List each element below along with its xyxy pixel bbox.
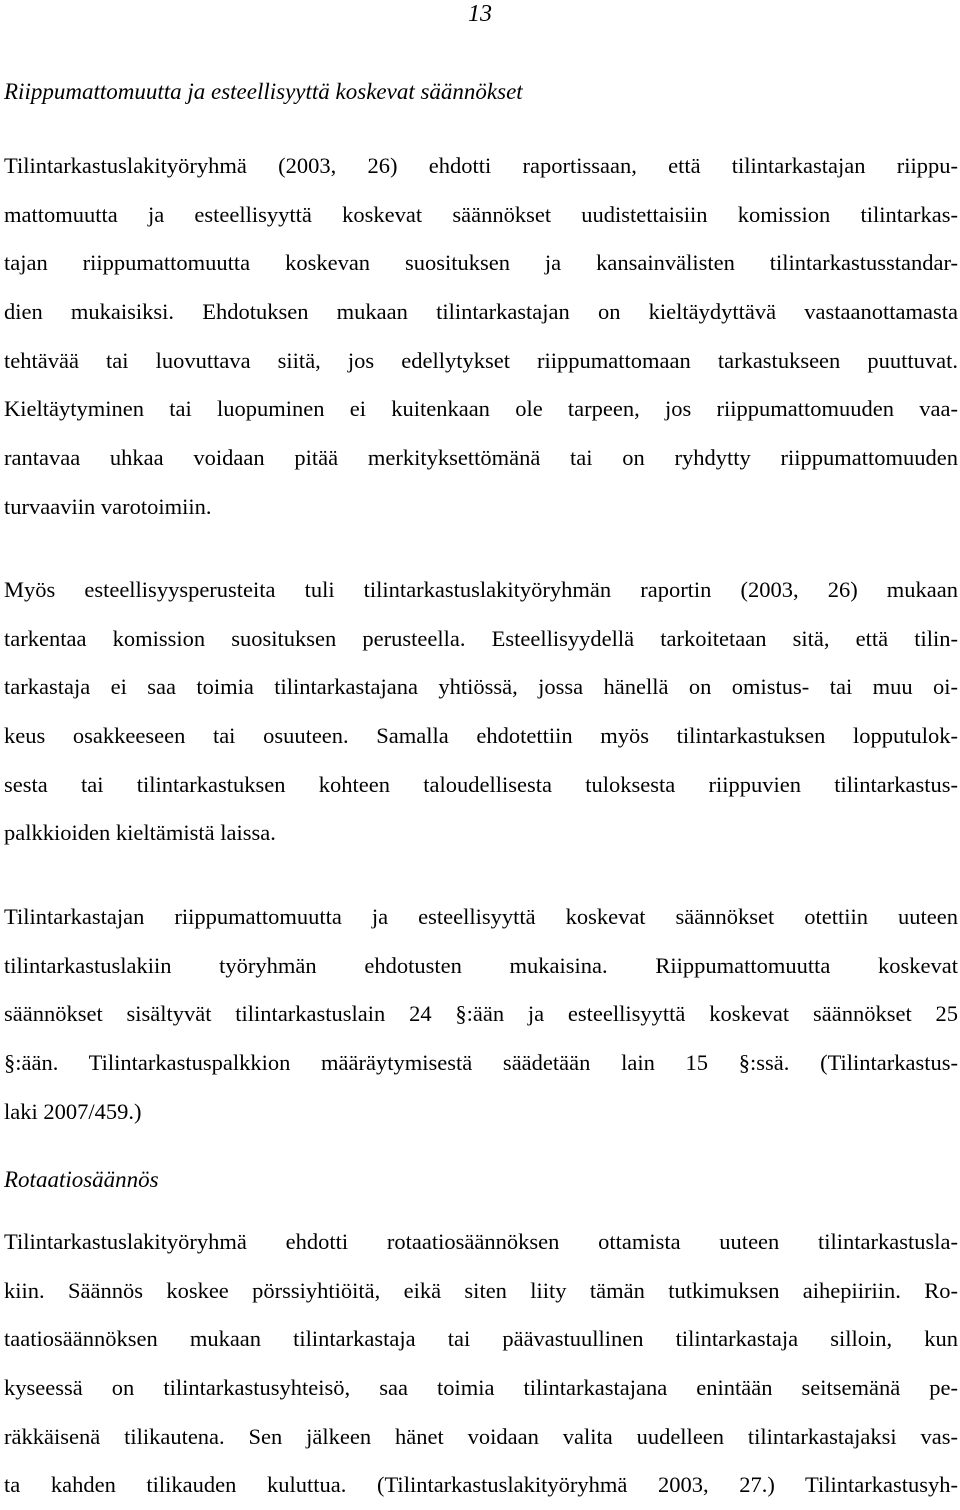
text-line: säännökset sisältyvät tilintarkastuslain 24 §:ään ja esteellisyyttä koskevat säännökset 25 (4, 1001, 958, 1027)
page-number: 13 (468, 1, 492, 27)
section-heading-rotation: Rotaatiosäännös (4, 1167, 159, 1192)
text-line: tajan riippumattomuutta koskevan suosituksen ja kansainvälisten tilintarkastusstandar- (4, 250, 958, 276)
text-line: tarkastaja ei saa toimia tilintarkastajana yhtiössä, jossa hänellä on omistus- tai muu oi- (4, 674, 958, 700)
text-line: palkkioiden kieltämistä laissa. (4, 820, 276, 846)
text-line: mattomuutta ja esteellisyyttä koskevat säännökset uudistettaisiin komission tilintarkas- (4, 201, 958, 227)
text-line: laki 2007/459.) (4, 1098, 142, 1124)
text-line: keus osakkeeseen tai osuuteen. Samalla ehdotettiin myös tilintarkastuksen lopputulok- (4, 723, 958, 749)
text-line: kiin. Säännös koskee pörssiyhtiöitä, eikä siten liity tämän tutkimuksen aihepiiriin. Ro- (4, 1277, 958, 1303)
text-line: §:ään. Tilintarkastuspalkkion määräytymisestä säädetään lain 15 §:ssä. (Tilintarkastus- (4, 1050, 958, 1076)
text-line: tarkentaa komission suosituksen perusteella. Esteellisyydellä tarkoitetaan sitä, että tilin- (4, 625, 958, 651)
text-line: räkkäisenä tilikautena. Sen jälkeen hänet voidaan valita uudelleen tilintarkastajaksi vas- (4, 1423, 958, 1449)
text-line: turvaaviin varotoimiin. (4, 493, 212, 519)
paragraph (4, 566, 958, 858)
text-line: Tilintarkastuslakityöryhmä ehdotti rotaatiosäännöksen ottamista uuteen tilintarkastusla- (4, 1229, 958, 1254)
text-line: Kieltäytyminen tai luopuminen ei kuitenkaan ole tarpeen, jos riippumattomuuden vaa- (4, 396, 958, 422)
text-line: Myös esteellisyysperusteita tuli tilintarkastuslakityöryhmän raportin (2003, 26) mukaan (4, 577, 958, 602)
text-line: ta kahden tilikauden kuluttua. (Tilintarkastuslakityöryhmä 2003, 27.) Tilintarkastusyh- (4, 1472, 958, 1498)
text-line: sesta tai tilintarkastuksen kohteen taloudellisesta tuloksesta riippuvien tilintarkastus- (4, 771, 958, 797)
text-line: taatiosäännöksen mukaan tilintarkastaja tai päävastuullinen tilintarkastaja silloin, kun (4, 1326, 958, 1352)
text-line: tehtävää tai luovuttava siitä, jos edellytykset riippumattomaan tarkastukseen puuttuvat. (4, 347, 958, 373)
text-line: tilintarkastuslakiin työryhmän ehdotusten mukaisina. Riippumattomuutta koskevat (4, 952, 958, 978)
paragraph (4, 142, 958, 532)
section-heading-independence: Riippumattomuutta ja esteellisyyttä koskevat säännökset (4, 79, 523, 104)
paragraph (4, 893, 958, 1136)
text-line: Tilintarkastajan riippumattomuutta ja esteellisyyttä koskevat säännökset otettiin uuteen (4, 904, 958, 929)
text-line: Tilintarkastuslakityöryhmä (2003, 26) ehdotti raportissaan, että tilintarkastajan riippu- (4, 153, 958, 178)
paragraph (4, 1218, 958, 1510)
text-line: rantavaa uhkaa voidaan pitää merkityksettömänä tai on ryhdytty riippumattomuuden (4, 445, 958, 471)
text-line: kyseessä on tilintarkastusyhteisö, saa toimia tilintarkastajana enintään seitsemänä pe- (4, 1375, 958, 1401)
text-line: dien mukaisiksi. Ehdotuksen mukaan tilintarkastajan on kieltäydyttävä vastaanottamasta (4, 299, 958, 325)
